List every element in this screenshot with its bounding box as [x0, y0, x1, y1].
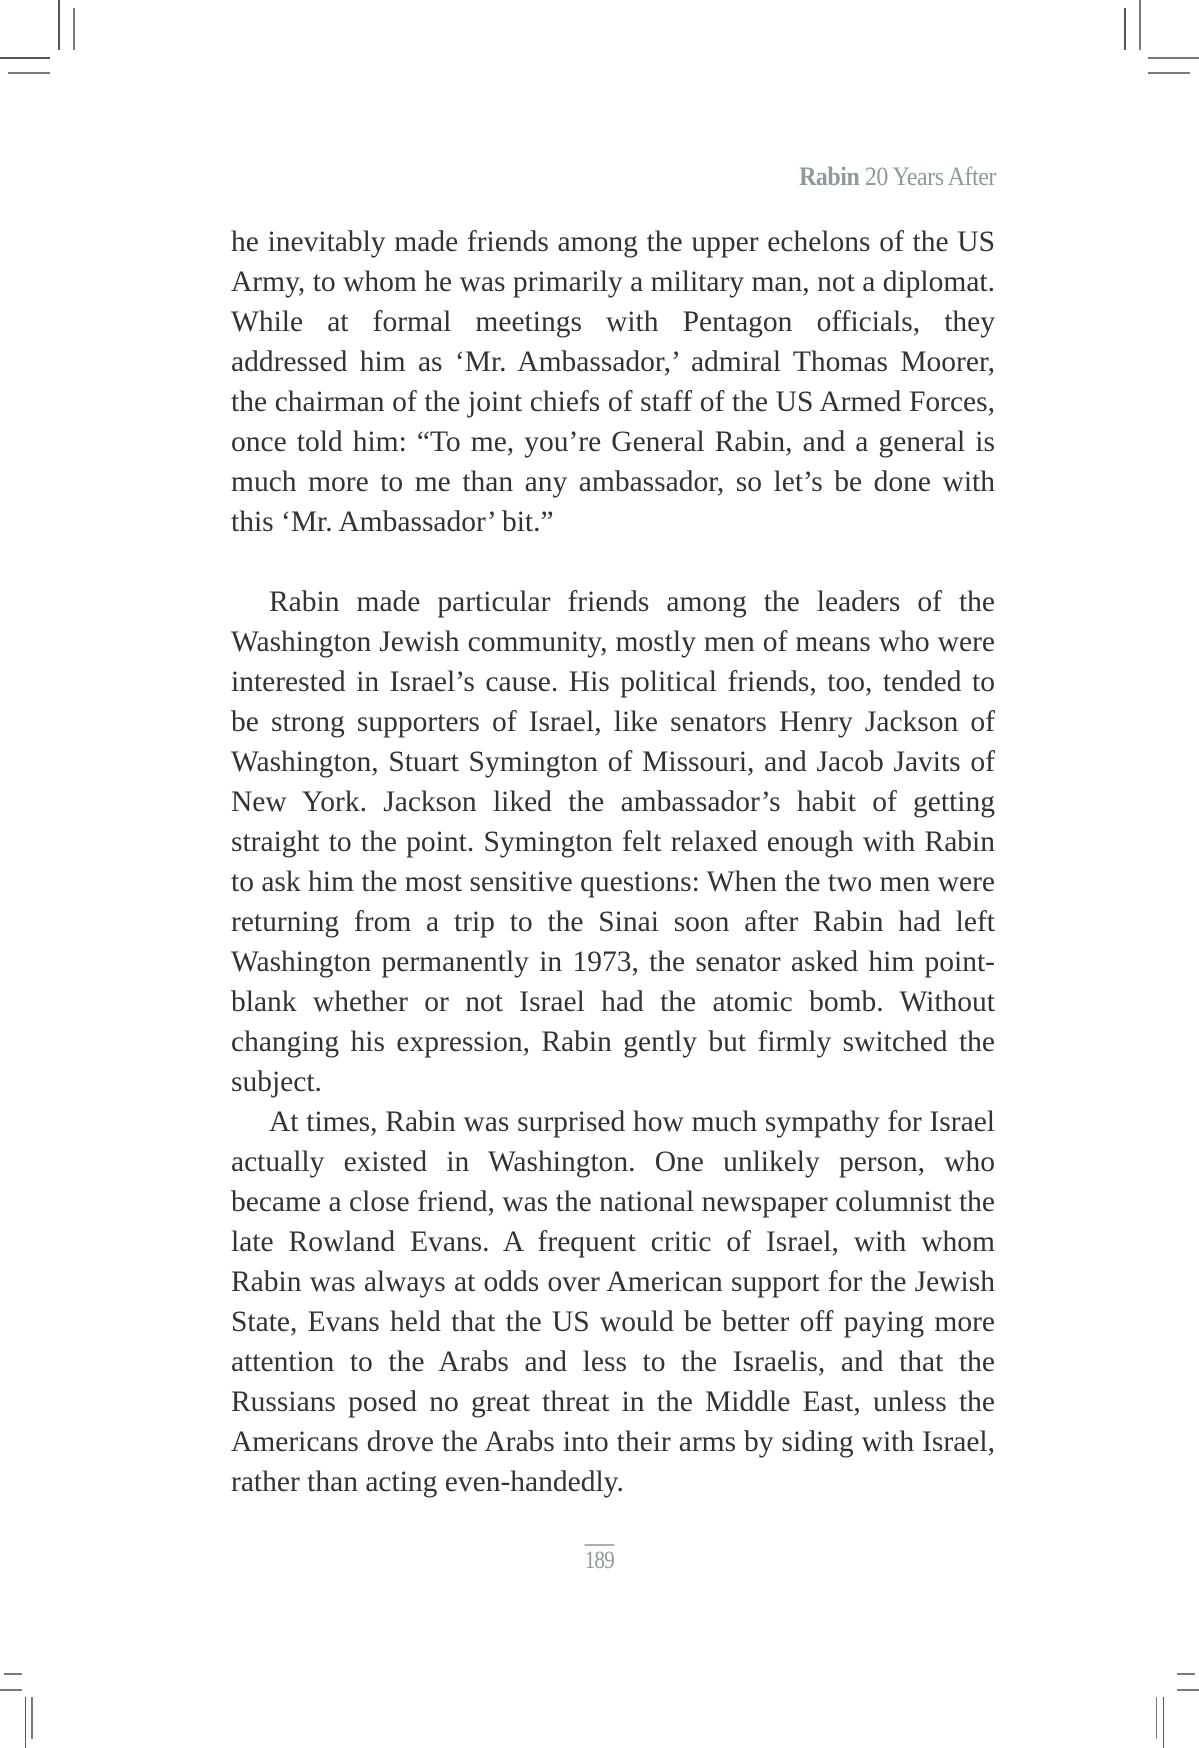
crop-mark-top-left-vertical-inner	[73, 8, 75, 50]
page-footer	[0, 1544, 1199, 1575]
crop-mark-bottom-left-vertical-inner	[31, 1697, 33, 1739]
crop-mark-bottom-right-horizontal-inner	[1177, 1673, 1195, 1675]
crop-mark-top-left-horizontal-outer	[0, 57, 50, 59]
crop-mark-top-right-vertical-inner	[1124, 8, 1126, 50]
crop-mark-top-right-horizontal-inner	[1148, 72, 1190, 74]
page-body	[231, 222, 995, 1502]
crop-mark-bottom-left-horizontal-outer	[0, 1689, 22, 1691]
running-head	[799, 162, 996, 192]
paragraph-1: he inevitably made friends among the upper echelons of the US Army, to whom he was primarily a military man, not a diplomat. While at formal meetings with Pentagon officials, they addressed him as ‘Mr. Ambassador,’ admiral Thomas Moorer, the chairman of the joint chiefs of staff of the US Armed Forces, once told him: “To me, you’re General Rabin, and a general is much more to me than any ambassador, so let’s be done with this ‘Mr. Ambassador’ bit.”	[231, 226, 995, 538]
crop-mark-top-left-horizontal-inner	[8, 72, 50, 74]
page-number: 189	[585, 1544, 614, 1575]
running-head-rest: 20 Years After	[859, 162, 996, 191]
crop-mark-bottom-left-vertical-outer	[25, 1697, 26, 1748]
crop-mark-bottom-right-vertical-inner	[1156, 1697, 1157, 1739]
paragraph-3: At times, Rabin was surprised how much sympathy for Israel actually existed in Washington. One unlikely person, who became a close friend, was the national newspaper columnist the late Rowland Evans. A frequent critic of Israel, with whom Rabin was always at odds over American support for the Jewish State, Evans held that the US would be better off paying more attention to the Arabs and less to the Israelis, and that the Russians posed no great threat in the Middle East, unless the Americans drove the Arabs into their arms by siding with Israel, rather than acting even-handedly.	[231, 1106, 995, 1498]
crop-mark-bottom-right-vertical-outer	[1163, 1697, 1164, 1748]
crop-mark-top-left-vertical-outer	[58, 0, 60, 50]
paragraph-2: Rabin made particular friends among the leaders of the Washington Jewish community, mostly men of means who were interested in Israel’s cause. His political friends, too, tended to be strong supporters of Israel, like senators Henry Jackson of Washington, Stuart Symington of Missouri, and Jacob Javits of New York. Jackson liked the ambassador’s habit of getting straight to the point. Symington felt relaxed enough with Rabin to ask him the most sensitive questions: When the two men were returning from a trip to the Sinai soon after Rabin had left Washington permanently in 1973, the senator asked him point-blank whether or not Israel had the atomic bomb. Without changing his expression, Rabin gently but firmly switched the subject.	[231, 586, 995, 1098]
running-head-bold: Rabin	[799, 162, 860, 191]
crop-mark-bottom-left-horizontal-inner	[4, 1673, 22, 1675]
crop-mark-bottom-right-horizontal-outer	[1177, 1689, 1199, 1691]
crop-mark-top-right-horizontal-outer	[1148, 57, 1199, 59]
crop-mark-top-right-vertical-outer	[1139, 0, 1141, 50]
